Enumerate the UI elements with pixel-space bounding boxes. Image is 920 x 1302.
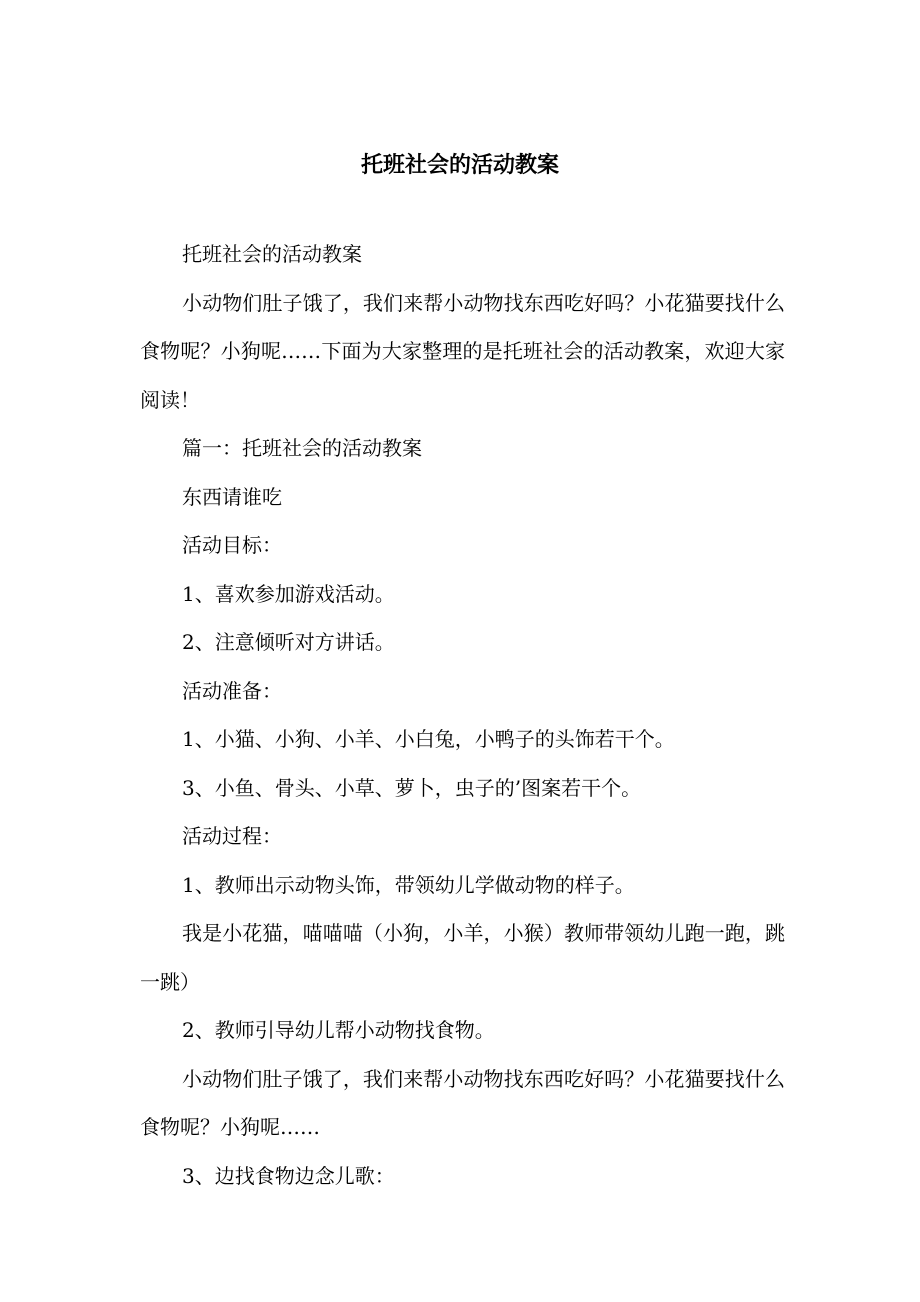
paragraph-process-2: 2、教师引导幼儿帮小动物找食物。 bbox=[182, 1018, 495, 1042]
paragraph-process-1-detail: 我是小花猫，喵喵喵（小狗，小羊，小猴）教师带领幼儿跑一跑，跳一跳） bbox=[140, 921, 785, 994]
paragraph-process-1: 1、教师出示动物头饰，带领幼儿学做动物的样子。 bbox=[182, 872, 635, 897]
paragraph-intro: 小动物们肚子饿了，我们来帮小动物找东西吃好吗？小花猫要找什么食物呢？小狗呢……下面为大家整理的是托班社会的活动教案，欢迎大家阅读！ bbox=[140, 290, 785, 412]
paragraph-goal-1: 1、喜欢参加游戏活动。 bbox=[182, 581, 395, 606]
paragraph-preparation-1: 1、小猫、小狗、小羊、小白兔，小鸭子的头饰若干个。 bbox=[182, 727, 675, 751]
paragraph-goals-heading: 活动目标： bbox=[182, 533, 282, 557]
paragraph-goal-2: 2、注意倾听对方讲话。 bbox=[182, 630, 395, 654]
paragraph-process-3: 3、边找食物边念儿歌： bbox=[182, 1163, 395, 1188]
document-title: 托班社会的活动教案 bbox=[360, 153, 559, 178]
paragraph-section-heading: 篇一：托班社会的活动教案 bbox=[182, 436, 422, 460]
paragraph-preparation-3: 3、小鱼、骨头、小草、萝卜，虫子的’图案若干个。 bbox=[182, 775, 642, 800]
paragraph-subtitle: 托班社会的活动教案 bbox=[182, 242, 362, 266]
paragraph-process-heading: 活动过程： bbox=[182, 824, 282, 848]
paragraph-process-2-detail: 小动物们肚子饿了，我们来帮小动物找东西吃好吗？小花猫要找什么食物呢？小狗呢…… bbox=[140, 1066, 785, 1139]
document-body bbox=[140, 230, 785, 1200]
paragraph-activity-name: 东西请谁吃 bbox=[182, 484, 282, 509]
paragraph-preparation-heading: 活动准备： bbox=[182, 678, 282, 703]
